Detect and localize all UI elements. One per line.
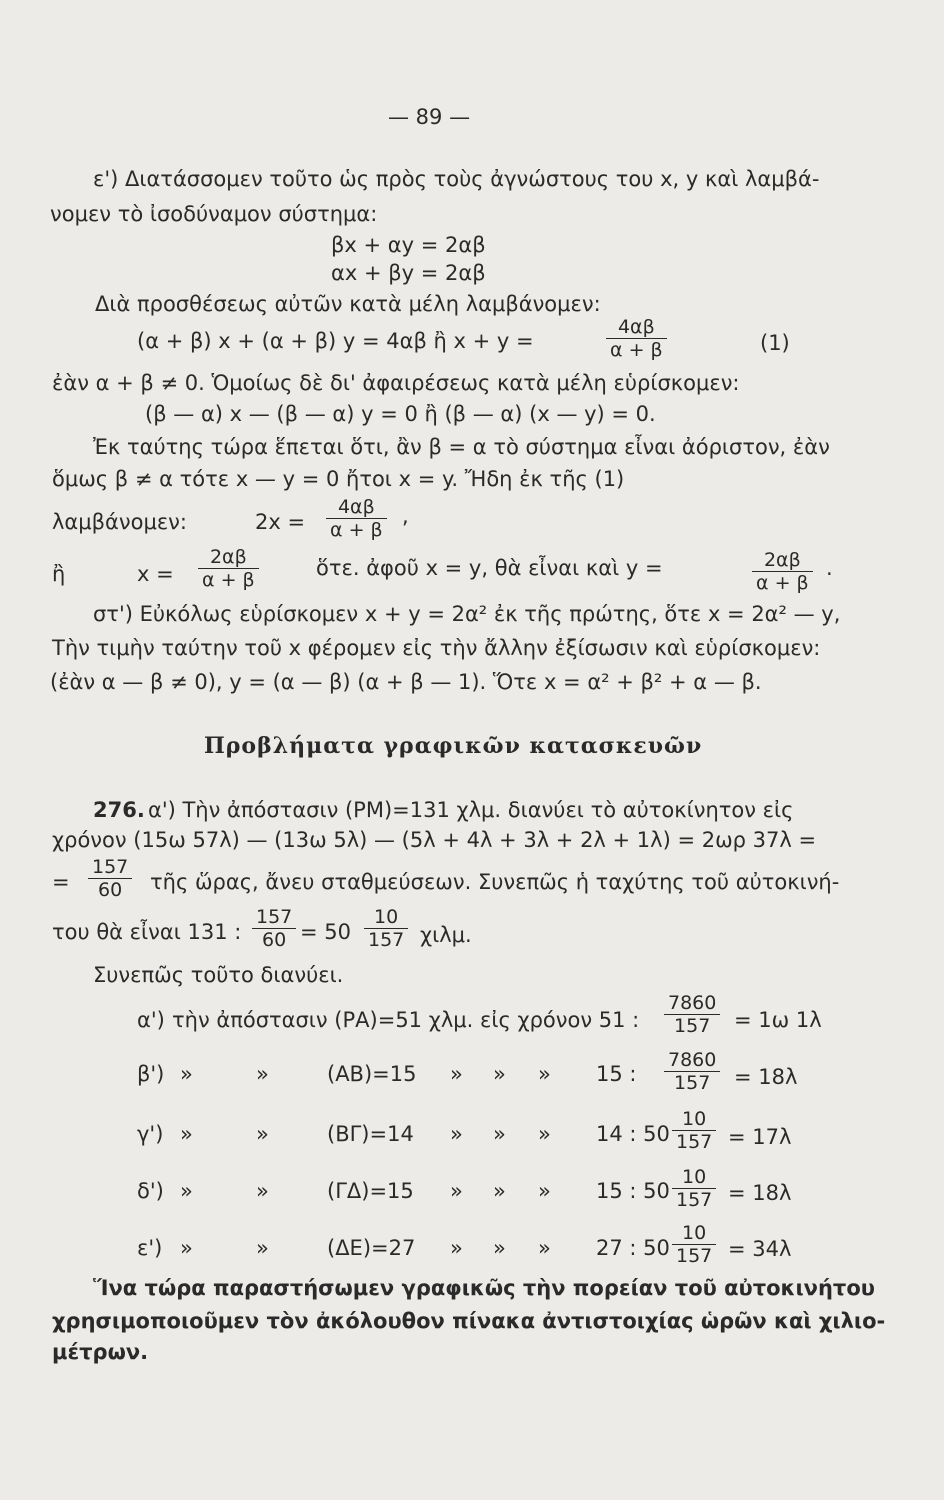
row-segment: (ΓΔ)=15 bbox=[327, 1179, 414, 1203]
ditto-mark: » bbox=[256, 1179, 269, 1203]
fraction: $\frac{2\alpha\beta}{\alpha + \beta}$ bbox=[752, 549, 813, 594]
ditto-mark: » bbox=[450, 1122, 463, 1146]
row-result: = 18λ bbox=[728, 1181, 792, 1205]
equation: αx + βy = 2αβ bbox=[331, 261, 486, 285]
equation: (β — α) x — (β — α) y = 0 ἢ (β — α) (x — y) = 0. bbox=[145, 402, 656, 426]
ditto-mark: » bbox=[493, 1179, 506, 1203]
row-calc: 15 : bbox=[596, 1062, 637, 1086]
ditto-mark: » bbox=[180, 1236, 193, 1260]
text-line: (ἐὰν α — β ≠ 0), y = (α — β) (α + β — 1). Ὅτε x = α² + β² + α — β. bbox=[50, 670, 762, 694]
text-line: νομεν τὸ ἰσοδύναμον σύστημα: bbox=[50, 202, 378, 226]
fraction: $\frac{7860}{157}$ bbox=[664, 992, 720, 1037]
text-line: λαμβάνομεν: bbox=[52, 510, 187, 534]
ditto-mark: » bbox=[493, 1236, 506, 1260]
row-result: = 34λ bbox=[728, 1237, 792, 1261]
text-line: Διὰ προσθέσεως αὐτῶν κατὰ μέλη λαμβάνομεν: bbox=[95, 292, 601, 316]
section-heading: Προβλήματα γραφικῶν κατασκευῶν bbox=[204, 733, 703, 759]
equation: = bbox=[52, 870, 70, 894]
text-line: ὅτε. ἀφοῦ x = y, θὰ εἶναι καὶ y = bbox=[316, 556, 663, 580]
row-result: = 17λ bbox=[728, 1125, 792, 1149]
equation: x = bbox=[137, 562, 174, 586]
fraction: $\frac{4\alpha\beta}{\alpha + \beta}$ bbox=[326, 496, 387, 541]
equation: = 50 bbox=[300, 920, 351, 944]
fraction: $\frac{10}{157}$ bbox=[364, 906, 408, 951]
equation-tag: (1) bbox=[760, 331, 790, 355]
text-line: στ') Εὐκόλως εὑρίσκομεν x + y = 2α² ἐκ τῆς πρώτης, ὅτε x = 2α² — y, bbox=[93, 602, 841, 626]
text-line: τῆς ὥρας, ἄνευ σταθμεύσεων. Συνεπῶς ἡ ταχύτης τοῦ αὐτοκινή- bbox=[150, 870, 840, 894]
ditto-mark: » bbox=[450, 1236, 463, 1260]
fraction: $\frac{10}{157}$ bbox=[672, 1222, 716, 1267]
text-line: ἢ bbox=[52, 562, 66, 586]
equation: (α + β) x + (α + β) y = 4αβ ἢ x + y = bbox=[137, 329, 534, 353]
ditto-mark: » bbox=[493, 1062, 506, 1086]
text-line: ε') Διατάσσομεν τοῦτο ὡς πρὸς τοὺς ἀγνώστους του x, y καὶ λαμβά- bbox=[93, 167, 820, 191]
row-segment: (ΒΓ)=14 bbox=[327, 1122, 414, 1146]
ditto-mark: » bbox=[538, 1236, 551, 1260]
row-text: τὴν ἀπόστασιν (ΡΑ)=51 χλμ. εἰς χρόνον 51 : bbox=[172, 1008, 640, 1032]
row-calc: 27 : 50 bbox=[596, 1236, 670, 1260]
row-label: β') bbox=[137, 1062, 165, 1086]
text-line: ὅμως β ≠ α τότε x — y = 0 ἤτοι x = y. Ἤδη ἐκ τῆς (1) bbox=[52, 467, 625, 491]
text-line: χιλμ. bbox=[420, 923, 472, 947]
ditto-mark: » bbox=[180, 1122, 193, 1146]
text-line: Ἐκ ταύτης τώρα ἕπεται ὅτι, ἂν β = α τὸ σύστημα εἶναι ἀόριστον, ἐὰν bbox=[93, 435, 830, 459]
text-line: Τὴν τιμὴν ταύτην τοῦ x φέρομεν εἰς τὴν ἄλλην ἐξίσωσιν καὶ εὑρίσκομεν: bbox=[52, 636, 821, 660]
equation: βx + αy = 2αβ bbox=[331, 233, 486, 257]
fraction: $\frac{157}{60}$ bbox=[252, 906, 296, 951]
row-result: = 18λ bbox=[734, 1065, 798, 1089]
ditto-mark: » bbox=[256, 1236, 269, 1260]
ditto-mark: » bbox=[538, 1179, 551, 1203]
fraction: $\frac{4\alpha\beta}{\alpha + \beta}$ bbox=[606, 316, 667, 361]
row-segment: (ΔΕ)=27 bbox=[327, 1236, 416, 1260]
ditto-mark: » bbox=[493, 1122, 506, 1146]
text-line: ἐὰν α + β ≠ 0. Ὁμοίως δὲ δι' ἀφαιρέσεως κατὰ μέλη εὑρίσκομεν: bbox=[52, 371, 740, 395]
ditto-mark: » bbox=[450, 1062, 463, 1086]
text-line: Ἵνα τώρα παραστήσωμεν γραφικῶς τὴν πορείαν τοῦ αὐτοκινήτου bbox=[93, 1276, 875, 1300]
row-label: α') bbox=[137, 1008, 165, 1032]
fraction: $\frac{10}{157}$ bbox=[672, 1166, 716, 1211]
text-line: α') Τὴν ἀπόστασιν (ΡΜ)=131 χλμ. διανύει τὸ αὐτοκίνητον εἰς bbox=[148, 798, 794, 822]
row-label: γ') bbox=[137, 1122, 164, 1146]
punctuation: . bbox=[826, 556, 833, 580]
fraction: $\frac{2\alpha\beta}{\alpha + \beta}$ bbox=[198, 546, 259, 591]
row-segment: (ΑΒ)=15 bbox=[327, 1062, 417, 1086]
punctuation: , bbox=[402, 504, 409, 528]
ditto-mark: » bbox=[180, 1062, 193, 1086]
text-line: χρησιμοποιοῦμεν τὸν ἀκόλουθον πίνακα ἀντιστοιχίας ὡρῶν καὶ χιλιο- bbox=[52, 1309, 886, 1333]
ditto-mark: » bbox=[256, 1122, 269, 1146]
text-line: μέτρων. bbox=[52, 1340, 149, 1364]
ditto-mark: » bbox=[450, 1179, 463, 1203]
ditto-mark: » bbox=[180, 1179, 193, 1203]
ditto-mark: » bbox=[538, 1062, 551, 1086]
text-line: Συνεπῶς τοῦτο διανύει. bbox=[93, 963, 344, 987]
row-label: δ') bbox=[137, 1179, 164, 1203]
problem-number: 276. bbox=[93, 798, 145, 822]
ditto-mark: » bbox=[538, 1122, 551, 1146]
fraction: $\frac{7860}{157}$ bbox=[664, 1049, 720, 1094]
text-line: χρόνον (15ω 57λ) — (13ω 5λ) — (5λ + 4λ + 3λ + 2λ + 1λ) = 2ωρ 37λ = bbox=[52, 828, 817, 852]
text-line: του θὰ εἶναι 131 : bbox=[52, 920, 242, 944]
equation: 2x = bbox=[255, 510, 306, 534]
ditto-mark: » bbox=[256, 1062, 269, 1086]
fraction: $\frac{10}{157}$ bbox=[672, 1108, 716, 1153]
page-number: — 89 — bbox=[388, 105, 471, 129]
row-result: = 1ω 1λ bbox=[734, 1008, 822, 1032]
fraction: $\frac{157}{60}$ bbox=[88, 856, 132, 901]
row-calc: 15 : 50 bbox=[596, 1179, 670, 1203]
row-label: ε') bbox=[137, 1236, 163, 1260]
row-calc: 14 : 50 bbox=[596, 1122, 670, 1146]
